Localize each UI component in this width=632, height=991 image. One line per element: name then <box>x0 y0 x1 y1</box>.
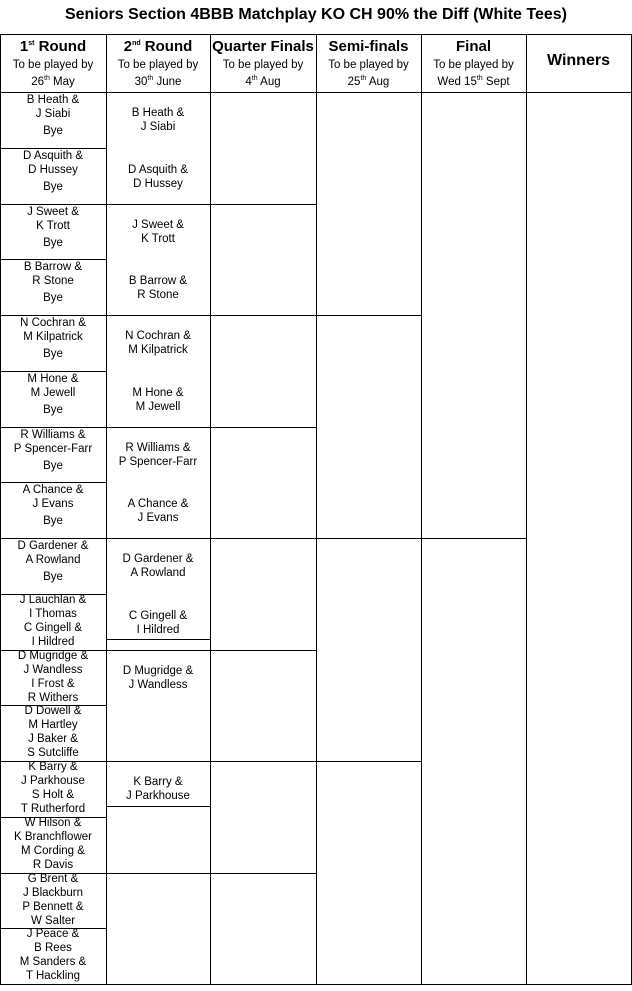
qf-slot-divider <box>210 873 316 874</box>
column-divider-5 <box>526 34 527 984</box>
player-name: M Kilpatrick <box>128 344 188 356</box>
round1-match <box>0 704 106 760</box>
round2-team <box>106 552 210 580</box>
round-name: Semi-finals <box>328 38 409 55</box>
player-name: D Mugridge & <box>122 664 194 677</box>
round2-team <box>106 441 210 469</box>
player-name: P Spencer-Farr <box>118 455 198 468</box>
round2-slot-divider <box>106 538 210 539</box>
round-name: 2nd Round <box>123 38 193 55</box>
player-name: J Baker & <box>28 733 78 746</box>
player-name: I Hildred <box>31 635 75 648</box>
player-name: M Hone & <box>27 372 79 385</box>
player-name: M Hartley <box>28 719 78 732</box>
round-header-3 <box>210 34 316 89</box>
round1-team <box>0 316 106 344</box>
round2-team <box>106 664 210 692</box>
qf-slot-divider <box>210 650 316 651</box>
round2-team <box>106 218 210 246</box>
round1-match <box>0 816 106 872</box>
player-name: M Sanders & <box>19 956 87 969</box>
winners-header: Winners <box>547 52 610 69</box>
player-name: P Spencer-Farr <box>13 442 93 455</box>
round-header-4 <box>316 34 421 89</box>
player-name: K Branchflower <box>14 830 92 843</box>
round-header-1 <box>0 34 106 89</box>
player-name: D Gardener & <box>122 553 194 565</box>
round2-slot-divider <box>106 761 210 762</box>
qf-slot-divider <box>210 538 316 539</box>
round-name: 1st Round <box>19 38 87 55</box>
round1-match <box>0 593 106 649</box>
round1-match <box>0 872 106 928</box>
sf-slot-divider <box>316 315 421 316</box>
page-title: Seniors Section 4BBB Matchplay KO CH 90% the Diff (White Tees) <box>64 6 567 23</box>
round-deadline: To be played by 25th Aug <box>328 59 409 88</box>
round1-team <box>0 149 106 177</box>
player-name: D Mugridge & <box>17 649 89 662</box>
sf-slot-divider <box>316 538 421 539</box>
round1-team <box>0 205 106 233</box>
player-name: K Barry & <box>133 776 183 788</box>
round-deadline: To be played by 26th May <box>12 59 94 88</box>
player-name: J Blackburn <box>22 886 84 899</box>
player-name: K Barry & <box>28 761 78 773</box>
round-deadline: To be played by 30th June <box>117 59 199 88</box>
player-name: N Cochran & <box>125 330 191 342</box>
column-divider-4 <box>421 34 422 984</box>
player-name: B Heath & <box>131 107 185 119</box>
round2-slot-divider <box>106 427 210 428</box>
player-name: A Rowland <box>25 554 81 566</box>
player-name: K Trott <box>36 219 70 232</box>
bye-label: Bye <box>43 292 63 305</box>
round-deadline: To be played by 4th Aug <box>222 59 304 88</box>
round1-team <box>0 93 106 121</box>
qf-slot-divider <box>210 761 316 762</box>
player-name: K Trott <box>141 232 175 245</box>
player-name: J Wandless <box>23 663 83 676</box>
round-header-2 <box>106 34 210 89</box>
bye-label: Bye <box>43 403 63 416</box>
round2-team <box>106 775 210 803</box>
round2-sub-divider <box>106 806 210 807</box>
player-name: T Rutherford <box>20 803 86 815</box>
round2-team <box>106 609 210 637</box>
player-name: C Gingell & <box>23 621 83 634</box>
player-name: D Dowell & <box>24 705 82 718</box>
player-name: I Frost & <box>31 677 75 690</box>
player-name: M Kilpatrick <box>23 331 83 343</box>
player-name: B Rees <box>34 942 72 955</box>
player-name: R Williams & <box>20 428 86 441</box>
player-name: B Barrow & <box>128 275 188 288</box>
player-name: J Peace & <box>26 928 80 941</box>
qf-slot-divider <box>210 204 316 205</box>
round2-team <box>106 386 210 414</box>
player-name: B Heath & <box>26 94 80 106</box>
player-name: J Sweet & <box>27 205 79 218</box>
player-name: C Gingell & <box>128 609 188 622</box>
round-deadline: To be played by Wed 15th Sept <box>433 59 514 88</box>
bye-label: Bye <box>43 180 63 193</box>
round-name: Final <box>455 38 491 55</box>
bye-label: Bye <box>43 236 63 249</box>
player-name: J Siabi <box>140 121 176 133</box>
player-name: J Parkhouse <box>126 790 190 802</box>
round2-slot-divider <box>106 873 210 874</box>
player-name: T Hackling <box>25 970 81 983</box>
player-name: D Gardener & <box>17 540 89 552</box>
round2-slot-divider <box>106 315 210 316</box>
round2-team <box>106 163 210 191</box>
sf-slot-divider <box>316 761 421 762</box>
round1-team <box>0 539 106 567</box>
player-name: J Evans <box>137 512 179 525</box>
player-name: S Sutcliffe <box>27 747 79 760</box>
bye-label: Bye <box>43 125 63 137</box>
player-name: J Evans <box>32 498 74 511</box>
qf-slot-divider <box>210 427 316 428</box>
player-name: M Jewell <box>30 386 76 399</box>
player-name: P Bennett & <box>22 900 84 913</box>
column-divider-3 <box>316 34 317 984</box>
player-name: M Cording & <box>21 844 85 857</box>
player-name: A Rowland <box>130 567 186 579</box>
round2-team <box>106 106 210 134</box>
round1-match <box>0 927 106 983</box>
player-name: I Hildred <box>136 623 180 636</box>
bye-label: Bye <box>43 348 63 360</box>
player-name: R Davis <box>32 858 74 871</box>
player-name: W Salter <box>30 914 76 927</box>
player-name: J Siabi <box>35 108 71 120</box>
player-name: R Withers <box>27 691 79 704</box>
player-name: A Chance & <box>22 484 84 497</box>
bye-label: Bye <box>43 571 63 583</box>
frame-bottom-line <box>0 984 632 985</box>
round1-match <box>0 760 106 816</box>
player-name: J Wandless <box>128 678 188 691</box>
round2-sub-divider <box>106 639 210 640</box>
round1-match <box>0 649 106 705</box>
player-name: D Hussey <box>133 177 183 190</box>
qf-slot-divider <box>210 315 316 316</box>
round2-slot-divider <box>106 204 210 205</box>
player-name: D Asquith & <box>22 149 84 162</box>
player-name: A Chance & <box>127 498 189 511</box>
player-name: B Barrow & <box>23 261 83 274</box>
player-name: S Holt & <box>31 789 75 801</box>
round1-team <box>0 372 106 400</box>
player-name: M Jewell <box>135 400 181 413</box>
round2-team <box>106 274 210 302</box>
player-name: R Stone <box>32 275 74 288</box>
player-name: R Stone <box>137 289 179 302</box>
player-name: N Cochran & <box>20 317 86 329</box>
player-name: J Sweet & <box>132 218 184 231</box>
round2-team <box>106 329 210 357</box>
round-name: Quarter Finals <box>212 38 314 55</box>
player-name: G Brent & <box>27 872 79 885</box>
column-divider-2 <box>210 34 211 984</box>
player-name: D Hussey <box>28 163 78 176</box>
round1-team <box>0 260 106 288</box>
round2-team <box>106 497 210 525</box>
player-name: I Thomas <box>29 607 77 620</box>
bye-label: Bye <box>43 459 63 472</box>
player-name: M Hone & <box>132 386 184 399</box>
round-header-5 <box>421 34 526 89</box>
bye-label: Bye <box>43 515 63 528</box>
player-name: D Asquith & <box>127 163 189 176</box>
round2-slot-divider <box>106 650 210 651</box>
player-name: W Hilson & <box>24 816 82 829</box>
player-name: J Lauchlan & <box>19 593 87 606</box>
round1-team <box>0 483 106 511</box>
player-name: J Parkhouse <box>21 775 85 787</box>
final-slot-divider <box>421 538 526 539</box>
player-name: R Williams & <box>125 441 191 454</box>
round1-team <box>0 428 106 456</box>
